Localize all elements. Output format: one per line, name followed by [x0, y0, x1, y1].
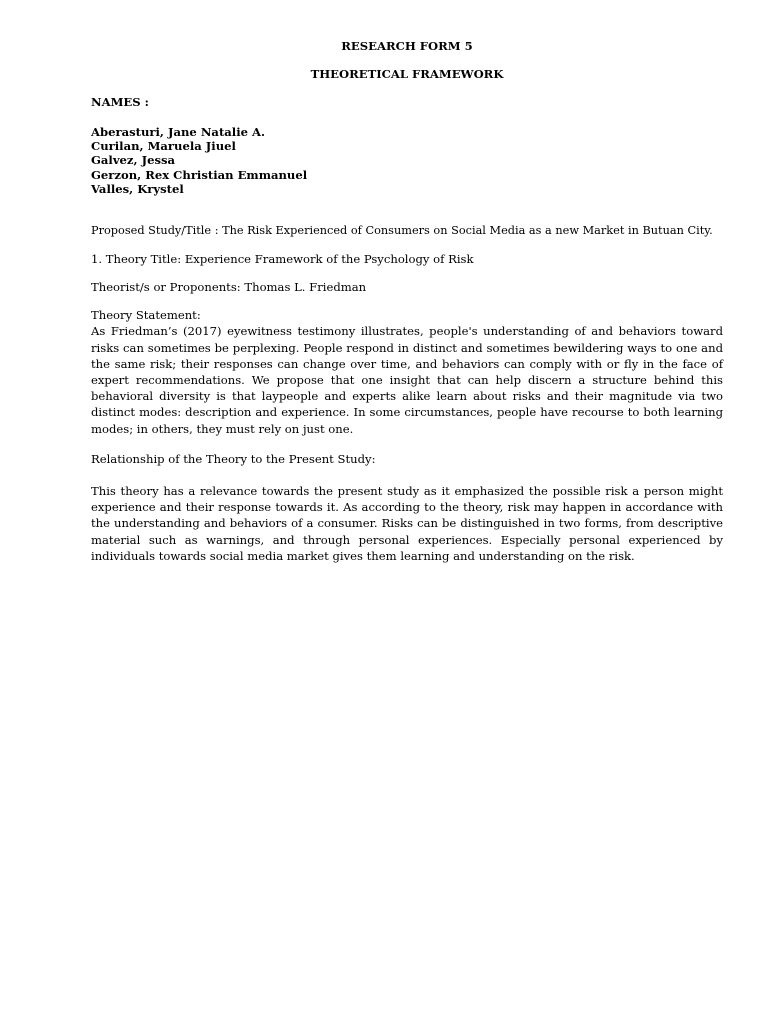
- name-item: Galvez, Jessa: [91, 153, 176, 168]
- theory-statement-heading: Theory Statement:: [91, 308, 201, 323]
- names-list: [91, 125, 723, 197]
- relationship-heading: Relationship of the Theory to the Present Study:: [91, 451, 376, 466]
- form-title: RESEARCH FORM 5: [341, 39, 473, 53]
- framework-title: THEORETICAL FRAMEWORK: [310, 67, 504, 82]
- theorist: Theorist/s or Proponents: Thomas L. Friedman: [91, 280, 367, 295]
- name-item: Curilan, Maruela Jiuel: [91, 139, 236, 154]
- relationship-body: This theory has a relevance towards the present study as it emphasized the possible risk a person might experience and their response towards it. As according to the theory, risk may happen in accordance with the understanding and behaviors of a consumer. Risks can be distinguished in two forms, from descriptive material such as warnings, and through personal experiences. Especially personal experienced by individuals towards social media market gives them learning and understanding on the risk.: [91, 484, 723, 563]
- theory-statement-body: As Friedman’s (2017) eyewitness testimony illustrates, people's understanding of and behaviors toward risks can sometimes be perplexing. People respond in distinct and sometimes bewildering ways to one and the same risk; their responses can change over time, and behaviors can comply with or fly in the face of expert recommendations. We propose that one insight that can help discern a structure behind this behavioral diversity is that laypeople and experts alike learn about risks and their magnitude via two distinct modes: description and experience. In some circumstances, people have recourse to both learning modes; in others, they must rely on just one.: [91, 324, 723, 436]
- name-item: Gerzon, Rex Christian Emmanuel: [91, 167, 308, 182]
- name-item: Aberasturi, Jane Natalie A.: [91, 124, 266, 139]
- theory-title: 1. Theory Title: Experience Framework of the Psychology of Risk: [91, 251, 474, 266]
- proposed-study: Proposed Study/Title : The Risk Experienced of Consumers on Social Media as a new Market in Butuan City.: [91, 223, 713, 237]
- name-item: Valles, Krystel: [91, 182, 184, 197]
- document-page: [91, 38, 723, 564]
- names-label: NAMES :: [91, 95, 149, 110]
